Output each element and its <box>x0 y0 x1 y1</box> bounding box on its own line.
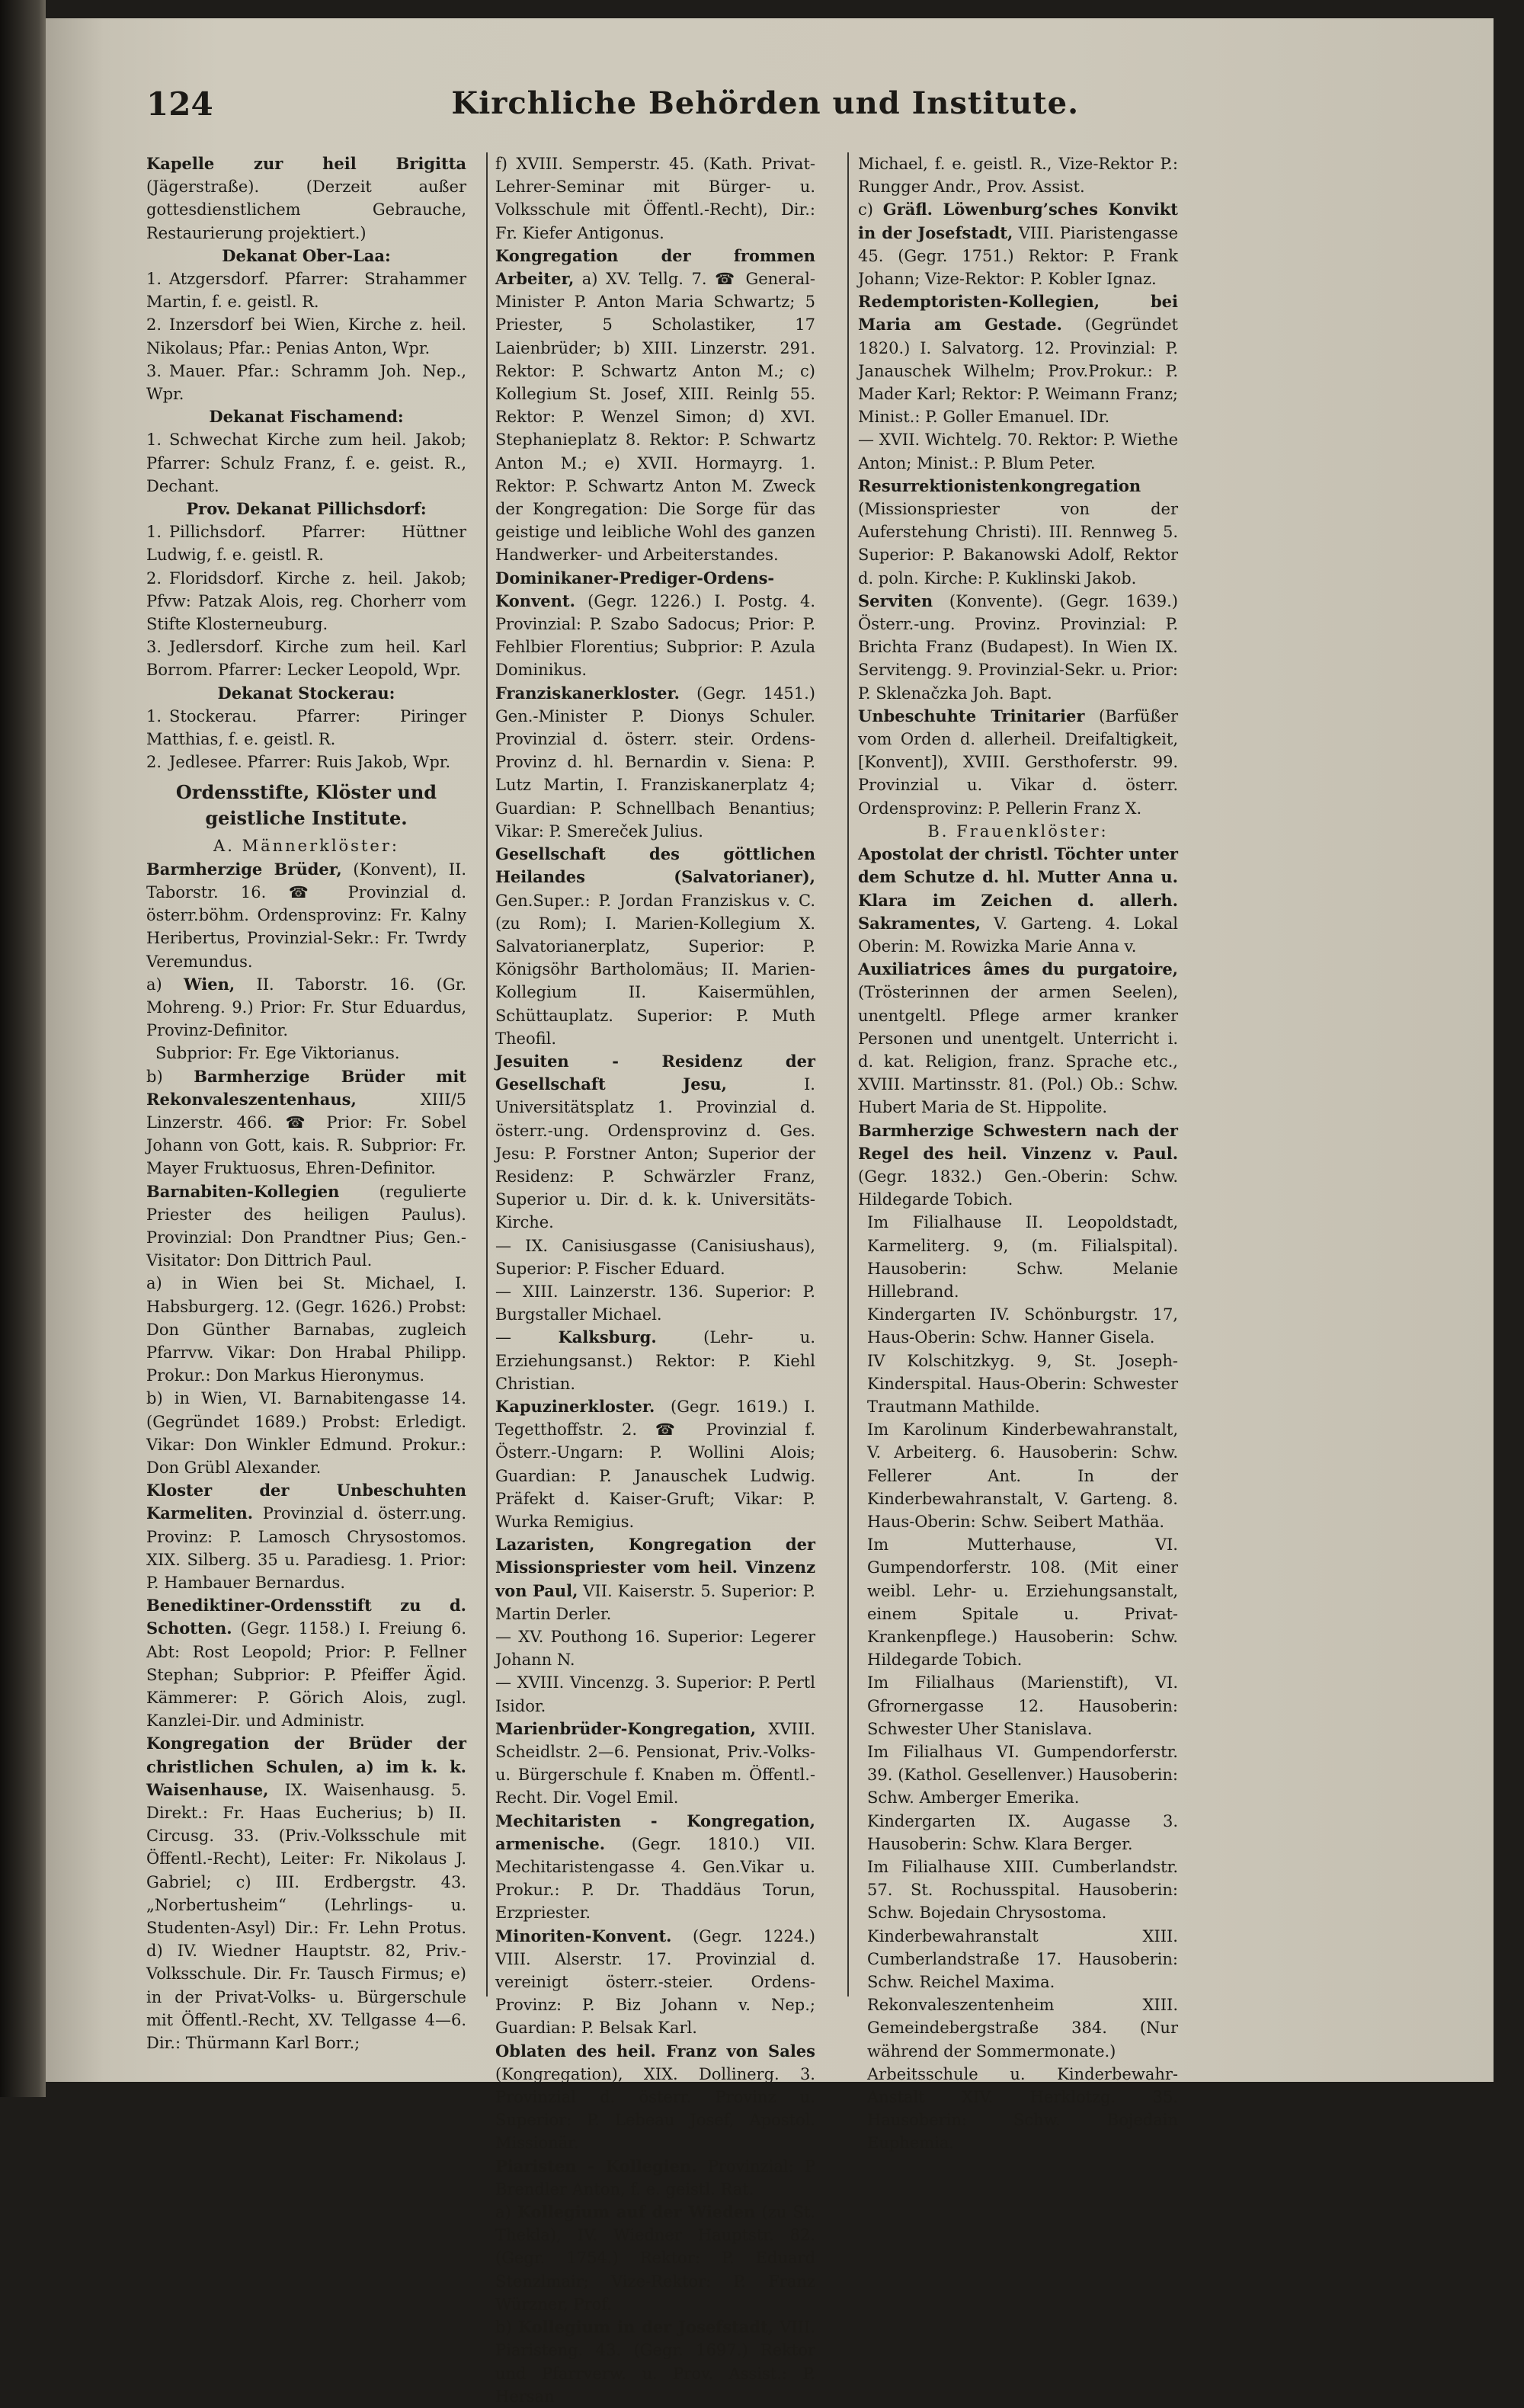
chapter-heading-text: Ordensstifte, Klöster und geistliche Institute. <box>175 781 437 830</box>
directory-entry <box>146 1594 466 1732</box>
entry-text: b) in Wien, VI. Barnabitengasse 14. (Gegründet 1689.) Probst: Erledigt. Vikar: Don Winkler Edmund. Prokur.: Don Grübl Alexander. <box>146 1389 466 1477</box>
entry-number: 2. <box>146 315 162 335</box>
entry-name: Kapelle zur heil Brigitta <box>146 154 466 173</box>
entry-text: Jedlesee. Pfarrer: Ruis Jakob, Wpr. <box>169 753 451 772</box>
directory-entry <box>146 973 466 1042</box>
entry-number: 1. <box>146 706 162 725</box>
directory-entry <box>495 1050 815 1234</box>
directory-entry <box>495 245 815 567</box>
entry-text: Gen.Super.: P. Jordan Franziskus v. C. (zu Rom); I. Marien-Kollegium X. Salvatorianerplatz, Superior: P. Königsöhr Bartholomäus; II. Marien-Kollegium II. Kaisermühlen, Schüttauplatz. Superior: P. Muth Theofil. <box>495 891 815 1048</box>
entry-text: Im Filialhaus VI. Gumpendorferstr. 39. (Kathol. Gesellenver.) Hausoberin: Schw. Amberger Emerika. <box>867 1743 1178 1808</box>
section-heading-text: Dekanat Ober-Laa: <box>222 245 391 265</box>
directory-entry <box>858 590 1178 705</box>
directory-entry <box>495 1326 815 1395</box>
entry-name: Apostolat der christl. Töchter unter dem Schutze d. hl. Mutter Anna u. Klara im Zeichen d. allerh. Sakramentes, <box>858 844 1178 933</box>
entry-text: (Gegr. 1619.) I. Tegetthoffstr. 2. ☎ Provinzial f. Österr.-Ungarn: P. Wollini Alois; Guardian: P. Janauschek Ludwig. Präfekt d. Kaiser-Gruft; Vikar: P. Wurka Remigius. <box>495 1397 815 1531</box>
entry-number: 3. <box>146 638 162 657</box>
entry-text: Floridsdorf. Kirche z. heil. Jakob; Pfvw: Patzak Alois, reg. Chorherr vom Stifte Klosterneuburg. <box>146 568 466 634</box>
directory-entry <box>495 843 815 1050</box>
entry-text: a) XV. Tellg. 7. ☎ General-Minister P. Anton Maria Schwartz; 5 Priester, 5 Scholastiker, 17 Laienbrüder; b) XIII. Linzerstr. 291. Rektor: P. Schwartz Anton M.; c) Kollegium St. Josef, XIII. Reinlg 55. Rektor: P. Wenzel Simon; d) XVI. Stephanieplatz 8. Rektor: P. Schwartz Anton M.; e) XVII. Hormayrg. 1. Rektor: P. Schwartz Anton M. Zweck der Kongregation: Die Sorge für das geistige und leibliche Wohl des ganzen Handwerker- und Arbeiterstandes. <box>495 270 815 565</box>
directory-entry <box>858 152 1178 198</box>
directory-entry <box>495 1533 815 1625</box>
column-middle <box>495 152 815 2406</box>
entry-name: Kapuzinerkloster. <box>495 1396 655 1416</box>
entry-text: (regulierte Priester des heiligen Paulus). Provinzial: Don Prandtner Pius; Gen.-Visitator: Don Dittrich Paul. <box>146 1182 466 1270</box>
entry-text: Subprior: Fr. Ege Viktorianus. <box>155 1044 400 1063</box>
entry-text: IV Kolschitzkyg. 9, St. Joseph-Kinderspital. Haus-Oberin: Schwester Trautmann Mathilde. <box>867 1351 1178 1416</box>
entry-name: Gesellschaft des göttlichen Heilandes (Salvatorianer), <box>495 844 815 887</box>
entry-text: (Jägerstraße). (Derzeit außer gottesdienstlichem Gebrauche, Restaurierung projektiert.) <box>146 178 466 242</box>
section-heading <box>146 682 466 705</box>
entry-prefix: a) <box>146 975 184 994</box>
directory-entry <box>146 152 466 245</box>
entry-name: Kongregation der Brüder der christlichen Schulen, a) im k. k. Waisenhause, <box>146 1734 466 1799</box>
entry-text: XIII/5 Linzerstr. 466. ☎ Prior: Fr. Sobel Johann von Gott, kais. R. Subprior: Fr. Mayer Fruktuosus, Ehren-Definitor. <box>146 1090 466 1178</box>
column-left <box>146 152 467 2053</box>
page-header <box>146 85 1079 139</box>
entry-text: (Gegr. 1224.) VIII. Alserstr. 17. Provinzial d. vereinigt österr.-steier. Ordens-Provinz: P. Biz Johann v. Nep.; Guardian: P. Belsak Karl. <box>495 1926 815 2038</box>
entry-number: 2. <box>146 568 162 588</box>
entry-name: Gräfl. Löwenburg’sches Konvikt in der Josefstadt, <box>858 200 1178 242</box>
subsection-heading <box>146 834 466 857</box>
section-heading <box>146 498 466 520</box>
column-right <box>858 152 1179 2153</box>
directory-entry <box>146 858 466 973</box>
entry-text: (Konvent), II. Taborstr. 16. ☎ Provinzial d. österr.böhm. Ordensprovinz: Fr. Kalny Heribertus, Provinzial-Sekr.: Fr. Twrdy Veremundus. <box>146 860 466 971</box>
directory-entry <box>146 1065 466 1180</box>
numbered-entry <box>146 567 466 636</box>
directory-entry <box>495 682 815 843</box>
directory-entry <box>146 1479 466 1594</box>
entry-text: a) in Wien bei St. Michael, I. Habsburgerg. 12. (Gegr. 1626.) Probst: Don Günther Barnabas, zugleich Pfarrvw. Vikar: Don Hrabal Philipp. Prokur.: Don Markus Hieronymus. <box>146 1274 466 1385</box>
entry-text: Arbeitsschule u. Kinderbewahr-Anstalt XIV. Herklotzg. 35. Hausoberin: Schw. Bojedain Euphemia. <box>867 2064 1178 2153</box>
numbered-entry <box>146 520 466 566</box>
page-number: 124 <box>146 85 213 123</box>
entry-name: Serviten <box>858 591 933 610</box>
directory-entry <box>858 290 1178 428</box>
section-heading-text: Prov. Dekanat Pillichsdorf: <box>186 499 427 519</box>
directory-entry <box>495 567 815 682</box>
entry-text: — XVII. Wichtelg. 70. Rektor: P. Wiethe Anton; Minist.: P. Blum Peter. <box>858 431 1178 472</box>
entry-text: VIII. Piaristengasse 45. (Gegr. 1751.) Rektor: P. Frank Johann; Vize-Rektor: P. Kobler Ignaz. <box>858 223 1178 289</box>
entry-name: Benediktiner-Ordensstift zu d. Schotten. <box>146 1596 466 1638</box>
entry-text: (Lehr- u. Erziehungsanst.) Rektor: P. Kiehl Christian. <box>495 1328 815 1393</box>
entry-prefix: a) <box>495 2203 517 2222</box>
entry-text: Jedlersdorf. Kirche zum heil. Karl Borrom. Pfarrer: Lecker Leopold, Wpr. <box>146 638 466 680</box>
entry-number: 1. <box>146 270 162 289</box>
section-heading-text: Dekanat Fischamend: <box>209 407 404 427</box>
sub-entry <box>858 1418 1178 1533</box>
sub-entry <box>858 1810 1178 1856</box>
entry-text: (Gegr. 1226.) I. Postg. 4. Provinzial: P. Szabo Sadocus; Prior: P. Fehlbier Florentius; Subprior: P. Azula Dominikus. <box>495 591 815 680</box>
numbered-entry <box>146 751 466 773</box>
entry-prefix: b) <box>146 1067 194 1086</box>
entry-prefix: — <box>495 1328 559 1347</box>
directory-entry <box>146 1732 466 2054</box>
entry-text: (Konvente). (Gegr. 1639.) Österr.-ung. Provinz. Provinzial: P. Brichta Franz (Budapest). In Wien IX. Servitengg. 9. Provinzial-Sekr. u. Prior: P. Sklenačzka Joh. Bapt. <box>858 591 1178 703</box>
entry-name: Marienbrüder-Kongregation, <box>495 1718 757 1738</box>
entry-text: (Gegründet 1820.) I. Salvatorg. 12. Provinzial: P. Janauschek Wilhelm; Prov.Prokur.: P. Mader Karl; Rektor: P. Weimann Franz; Minist.: P. Goller Emanuel. IDr. <box>858 315 1178 427</box>
entry-name: Lazaristen, Kongregation der Missionspriester vom heil. Vinzenz von Paul, <box>495 1535 815 1600</box>
entry-text: V. Garteng. 4. Lokal Oberin: M. Rowizka Marie Anna v. <box>858 914 1178 956</box>
directory-entry <box>495 1234 815 1280</box>
entry-text: (Trösterinnen der armen Seelen), unentgeltl. Pflege armer kranker Personen und unentgelt. Unterricht i. d. kat. Religion, franz. Sprache etc., XVIII. Martinsstr. 81. (Pol.) Ob.: Schw. Hubert Maria de St. Hippolite. <box>858 983 1178 1117</box>
entry-text: (Gegr. 1810.) VII. Mechitaristengasse 4. Gen.Vikar u. Prokur.: P. Dr. Thaddäus Torun, Erzpriester. <box>495 1834 815 1923</box>
entry-prefix: c) <box>858 200 883 219</box>
subsection-heading-text: B. Frauenklöster: <box>927 821 1109 841</box>
entry-number: 2. <box>146 753 162 772</box>
sub-entry <box>858 1925 1178 1994</box>
directory-entry <box>495 152 815 245</box>
directory-entry <box>495 2040 815 2155</box>
entry-text: Provinzial: P Brendler Anton, f. e. geistl. Rat. <box>495 2157 815 2198</box>
sub-entry <box>858 1303 1178 1349</box>
entry-name: Kollegium in der Josefstadt, <box>517 2317 774 2337</box>
subsection-heading-text: A. Männerklöster: <box>213 837 399 856</box>
section-heading-text: Dekanat Stockerau: <box>217 683 395 703</box>
entry-name: Franziskanerkloster. <box>495 683 680 703</box>
entry-name: Unbeschuhte Trinitarier <box>858 706 1085 725</box>
entry-name: Mechitaristen - Kongregation, armenische. <box>495 1811 815 1853</box>
entry-text: Im Filialhause II. Leopoldstadt, Karmeliterg. 9, (m. Filialspital). Hausoberin: Schw. Melanie Hillebrand. <box>867 1213 1178 1301</box>
entry-name: Minoriten-Konvent. <box>495 1926 672 1945</box>
entry-text: Im Karolinum Kinderbewahranstalt, V. Arbeiterg. 6. Hausoberin: Schw. Fellerer Ant. In der Kinderbewahranstalt, V. Garteng. 8. Haus-Oberin: Schw. Seibert Mathäa. <box>867 1420 1178 1531</box>
numbered-entry <box>146 313 466 359</box>
sub-entry <box>146 1042 466 1065</box>
book-page <box>46 18 1494 2406</box>
entry-text: VIII. Piaristeng. 43. (Gegr. 1697.) Rektor und Pfarrverw. u. Prov. Assist.: P. Hersan <box>495 2318 815 2406</box>
entry-text: Stockerau. Pfarrer: Piringer Matthias, f. e. geistl. R. <box>146 706 466 749</box>
numbered-entry <box>146 428 466 498</box>
entry-number: 1. <box>146 431 162 450</box>
directory-entry <box>495 2155 815 2201</box>
entry-text: Im Filialhause XIII. Cumberlandstr. 57. St. Rochusspital. Hausoberin: Schw. Bojedain Chrysostoma. <box>867 1858 1178 1923</box>
sub-entry <box>858 1993 1178 2063</box>
numbered-entry <box>146 360 466 405</box>
entry-name: Jesuiten - Residenz der Gesellschaft Jesu, <box>495 1051 815 1094</box>
directory-entry <box>495 2201 815 2316</box>
sub-entry <box>858 1211 1178 1303</box>
running-title: Kirchliche Behörden und Institute. <box>451 85 1079 121</box>
section-heading <box>146 405 466 428</box>
directory-entry <box>495 2316 815 2408</box>
entry-text: f) XVIII. Semperstr. 45. (Kath. Privat-Lehrer-Seminar mit Bürger- u. Volksschule mit Öffentl.-Recht), Dir.: Fr. Kiefer Antigonus. <box>495 155 815 242</box>
sub-entry <box>858 1350 1178 1419</box>
directory-entry <box>858 1119 1178 1212</box>
entry-name: Kollegium auf der Wieden <box>517 2202 756 2222</box>
directory-entry <box>495 1810 815 1925</box>
sub-entry <box>858 1856 1178 1925</box>
directory-entry <box>858 958 1178 1119</box>
entry-text: Rekonvaleszentenheim XIII. Gemeindebergstraße 384. (Nur während der Sommermonate.) <box>867 1996 1178 2061</box>
entry-text: Inzersdorf bei Wien, Kirche z. heil. Nikolaus; Pfar.: Penias Anton, Wpr. <box>146 315 466 357</box>
numbered-entry <box>146 267 466 313</box>
entry-text: Kindergarten IV. Schönburgstr. 17, Haus-Oberin: Schw. Hanner Gisela. <box>867 1305 1178 1347</box>
entry-prefix: b) <box>495 2318 518 2337</box>
entry-text: (Barfüßer vom Orden d. allerheil. Dreifaltigkeit, [Konvent]), XVIII. Gersthoferstr. 99. Provinzial u. Vikar d. österr. Ordensprovinz: P. Pellerin Franz X. <box>858 706 1179 818</box>
entry-text: I. Universitätsplatz 1. Provinzial d. österr.-ung. Ordensprovinz d. Ges. Jesu: P. Forstner Anton; Superior der Residenz: P. Schwärzler Franz, Superior u. Dir. d. k. k. Universitäts-Kirche. <box>495 1075 815 1232</box>
directory-entry <box>858 475 1178 590</box>
entry-text: — IX. Canisiusgasse (Canisiushaus), Superior: P. Fischer Eduard. <box>495 1236 815 1278</box>
entry-name: Kalksburg. <box>558 1327 657 1347</box>
sub-entry <box>858 1671 1178 1740</box>
book-spine-shadow <box>0 0 46 2097</box>
sub-entry <box>858 1740 1178 1810</box>
sub-entry <box>858 1533 1178 1671</box>
entry-name: Barmherzige Schwestern nach der Regel des heil. Vinzenz v. Paul. <box>858 1120 1178 1163</box>
entry-text: (zu St. Thekla), IV. Wiedner Hauptstr. 82. (Gegr. 1754.) Rektor: P. Eduard Stenzlmair; Vize-Rektor: P. Franz Würzner, Prof. <box>495 2203 815 2314</box>
subsection-heading <box>858 820 1178 843</box>
entry-name: Barmherzige Brüder mit Rekonvaleszentenhaus, <box>146 1066 467 1109</box>
entry-text: Kinderbewahranstalt XIII. Cumberlandstraße 17. Hausoberin: Schw. Reichel Maxima. <box>867 1926 1178 1992</box>
entry-name: Piaristen - Kollegien. <box>495 2156 697 2176</box>
directory-entry <box>495 1925 815 2040</box>
entry-name: Auxiliatrices âmes du purgatoire, <box>858 959 1178 979</box>
chapter-heading <box>146 780 466 831</box>
directory-entry <box>146 1387 466 1479</box>
numbered-entry <box>146 636 466 681</box>
entry-text: (Gegr. 1832.) Gen.-Oberin: Schw. Hildegarde Tobich. <box>858 1167 1178 1209</box>
entry-text: (Kongregation), XIX. Dollinerg. 3. Provinzial d. österr. Provinz u. Superior: P. Lebeau Josef, Apostol. Missionär. <box>495 2064 815 2153</box>
entry-text: XVIII. Scheidlstr. 2—6. Pensionat, Priv.-Volks- u. Bürgerschule f. Knaben m. Öffentl.-Recht. Dir. Vogel Emil. <box>495 1719 815 1808</box>
entry-text: Im Mutterhause, VI. Gumpendorferstr. 108. (Mit einer weibl. Lehr- u. Erziehungsanstalt, einem Spitale u. Privat-Krankenpflege.) Hausoberin: Schw. Hildegarde Tobich. <box>867 1535 1178 1670</box>
entry-text: (Missionspriester von der Auferstehung Christi). III. Rennweg 5. Superior: P. Bakanowski Adolf, Rektor d. poln. Kirche: P. Kuklinski Jakob. <box>858 500 1178 588</box>
entry-name: Oblaten des heil. Franz von Sales <box>495 2041 815 2061</box>
entry-text: — XV. Pouthong 16. Superior: Legerer Johann N. <box>495 1628 815 1670</box>
entry-name: Resurrektionistenkongregation <box>858 476 1141 495</box>
directory-entry <box>495 1671 815 1717</box>
directory-entry <box>495 1395 815 1533</box>
directory-entry <box>495 1625 815 1671</box>
directory-entry <box>495 1280 815 1326</box>
entry-text: Im Filialhaus (Marienstift), VI. Gfrornergasse 12. Hausoberin: Schwester Uher Stanislava. <box>867 1673 1178 1738</box>
entry-text: — XVIII. Vincenzg. 3. Superior: P. Pertl Isidor. <box>495 1673 815 1715</box>
entry-text: Kindergarten IX. Augasse 3. Hausoberin: Schw. Klara Berger. <box>867 1811 1178 1853</box>
entry-text: II. Taborstr. 16. (Gr. Mohreng. 9.) Prior: Fr. Stur Eduardus, Provinz-Definitor. <box>146 975 467 1040</box>
directory-entry <box>858 198 1178 290</box>
entry-text: VII. Kaiserstr. 5. Superior: P. Martin Derler. <box>495 1581 815 1623</box>
entry-text: Atzgersdorf. Pfarrer: Strahammer Martin, f. e. geistl. R. <box>146 270 466 312</box>
entry-text: Provinzial d. österr.ung. Provinz: P. Lamosch Chrysostomos. XIX. Silberg. 35 u. Paradiesg. 1. Prior: P. Hambauer Bernardus. <box>146 1504 466 1592</box>
directory-entry <box>858 705 1178 820</box>
entry-name: Barmherzige Brüder, <box>146 859 342 879</box>
column-divider <box>486 152 488 1997</box>
section-heading <box>146 245 466 267</box>
column-divider <box>847 152 849 1997</box>
entry-number: 1. <box>146 523 162 542</box>
directory-entry <box>858 428 1178 474</box>
entry-name: Dominikaner-Prediger-Ordens-Konvent. <box>495 568 775 610</box>
entry-text: Pillichsdorf. Pfarrer: Hüttner Ludwig, f. e. geistl. R. <box>146 523 466 565</box>
entry-name: Kongregation der frommen Arbeiter, <box>495 245 815 289</box>
entry-text: Mauer. Pfar.: Schramm Joh. Nep., Wpr. <box>146 361 466 404</box>
entry-text: (Gegr. 1451.) Gen.-Minister P. Dionys Schuler. Provinzial d. österr. steir. Ordens-Provinz d. hl. Bernardin v. Siena: P. Lutz Martin, I. Franziskanerplatz 4; Guardian: P. Schnellbach Benantius; Vikar: P. Smereček Julius. <box>495 684 815 841</box>
directory-entry <box>146 1180 466 1273</box>
entry-text: Michael, f. e. geistl. R., Vize-Rektor P.: Rungger Andr., Prov. Assist. <box>858 155 1178 197</box>
entry-name: Wien, <box>184 974 235 994</box>
directory-entry <box>858 843 1178 958</box>
entry-text: IX. Waisenhausg. 5. Direkt.: Fr. Haas Eucherius; b) II. Circusg. 33. (Priv.-Volksschule mit Öffentl.-Recht), Leiter: Fr. Nikolaus J. Gabriel; c) III. Erdbergstr. 43. „Norbertusheim“ (Lehrlings- u. Studenten-Asyl) Dir.: Fr. Lehn Protus. d) IV. Wiedner Hauptstr. 82, Priv.-Volksschule. Dir. Fr. Tausch Firmus; e) in der Privat-Volks- u. Bürgerschule mit Öffentl.-Recht, XV. Tellgasse 4—6. Dir.: Thürmann Karl Borr.; <box>146 1780 466 2053</box>
directory-entry <box>495 1718 815 1810</box>
entry-name: Redemptoristen-Kollegien, bei Maria am Gestade. <box>858 292 1178 335</box>
entry-text: — XIII. Lainzerstr. 136. Superior: P. Burgstaller Michael. <box>495 1282 815 1324</box>
directory-entry <box>146 1272 466 1387</box>
entry-name: Barnabiten-Kollegien <box>146 1181 340 1201</box>
entry-text: Schwechat Kirche zum heil. Jakob; Pfarrer: Schulz Franz, f. e. geist. R., Dechant. <box>146 431 466 495</box>
sub-entry <box>858 2063 1178 2155</box>
numbered-entry <box>146 705 466 751</box>
entry-number: 3. <box>146 361 162 380</box>
entry-text: (Gegr. 1158.) I. Freiung 6. Abt: Rost Leopold; Prior: P. Fellner Stephan; Subprior: P. Pfeiffer Ägid. Kämmerer: P. Görich Alois, zugl. Kanzlei-Dir. und Administr. <box>146 1619 466 1731</box>
entry-name: Kloster der Unbeschuhten Karmeliten. <box>146 1481 466 1523</box>
